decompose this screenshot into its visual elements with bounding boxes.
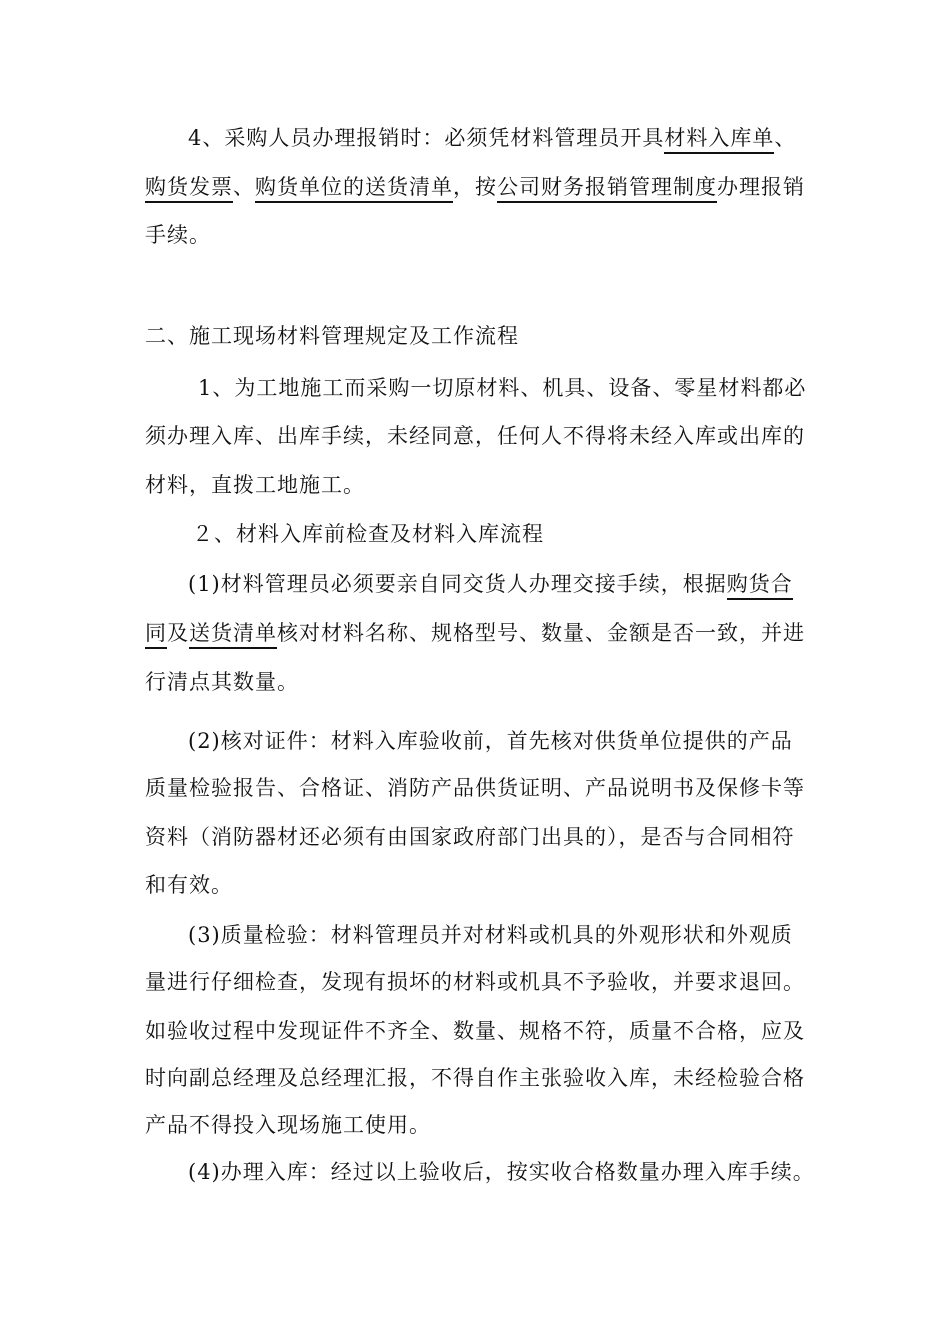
underlined-doc-delivery-list: 送货清单: [189, 621, 277, 649]
step-2-line-4: 和有效。: [145, 873, 233, 897]
underlined-doc-delivery-list: 购货单位的送货清单: [255, 175, 453, 203]
item-4-line-3: [145, 220, 825, 250]
section-2-heading: 二、施工现场材料管理规定及工作流程: [145, 324, 519, 348]
item-4-lead-text: 4、采购人员办理报销时：必须凭材料管理员开具: [188, 126, 665, 150]
underlined-doc-purchase-contract: 购货合: [727, 572, 793, 600]
item-1-line-1: 1、为工地施工而采购一切原材料、机具、设备、零星材料都必: [198, 376, 807, 400]
underlined-doc-purchase-contract-cont: 同: [145, 621, 167, 649]
step-1-line-1: [188, 569, 868, 599]
item-4-tail-text: 办理报销: [717, 175, 805, 199]
step-3-line-1: (3)质量检验：材料管理员并对材料或机具的外观形状和外观质: [188, 923, 793, 947]
item-4-line-2: [145, 172, 825, 202]
underlined-doc-finance-policy: 公司财务报销管理制度: [497, 175, 717, 203]
step-1-line-3: 行清点其数量。: [145, 670, 299, 694]
step-3-line-2: 量进行仔细检查，发现有损坏的材料或机具不予验收，并要求退回。: [145, 970, 805, 994]
step-3-line-4: 时向副总经理及总经理汇报，不得自作主张验收入库，未经检验合格: [145, 1066, 805, 1090]
item-4-line-1: [188, 123, 868, 153]
step-2-line-2: 质量检验报告、合格证、消防产品供货证明、产品说明书及保修卡等: [145, 776, 805, 800]
step-2-line-3: 资料（消防器材还必须有由国家政府部门出具的），是否与合同相符: [145, 825, 795, 849]
step-3-line-5: 产品不得投入现场施工使用。: [145, 1113, 431, 1137]
underlined-doc-purchase-invoice: 购货发票: [145, 175, 233, 203]
item-4-end-text: 手续。: [145, 223, 211, 247]
step-1-and-text: 及: [167, 621, 189, 645]
step-1-line-2: [145, 618, 825, 648]
step-4-line-1: (4)办理入库：经过以上验收后，按实收合格数量办理入库手续。: [188, 1160, 815, 1184]
item-1-line-3: 材料，直拨工地施工。: [145, 473, 365, 497]
step-1-rest-text: 核对材料名称、规格型号、数量、金额是否一致，并进: [277, 621, 805, 645]
item-4-mid-text: ，按: [453, 175, 497, 199]
item-1-line-2: 须办理入库、出库手续，未经同意，任何人不得将未经入库或出库的: [145, 424, 805, 448]
step-3-line-3: 如验收过程中发现证件不齐全、数量、规格不符，质量不合格，应及: [145, 1019, 805, 1043]
step-1-lead-text: (1)材料管理员必须要亲自同交货人办理交接手续，根据: [188, 572, 727, 596]
step-2-line-1: (2)核对证件：材料入库验收前，首先核对供货单位提供的产品: [188, 729, 793, 753]
underlined-doc-receipt-form: 材料入库单: [664, 126, 774, 154]
separator: 、: [233, 175, 255, 199]
separator: 、: [774, 126, 797, 150]
item-2-heading: ２、材料入库前检查及材料入库流程: [192, 522, 544, 546]
